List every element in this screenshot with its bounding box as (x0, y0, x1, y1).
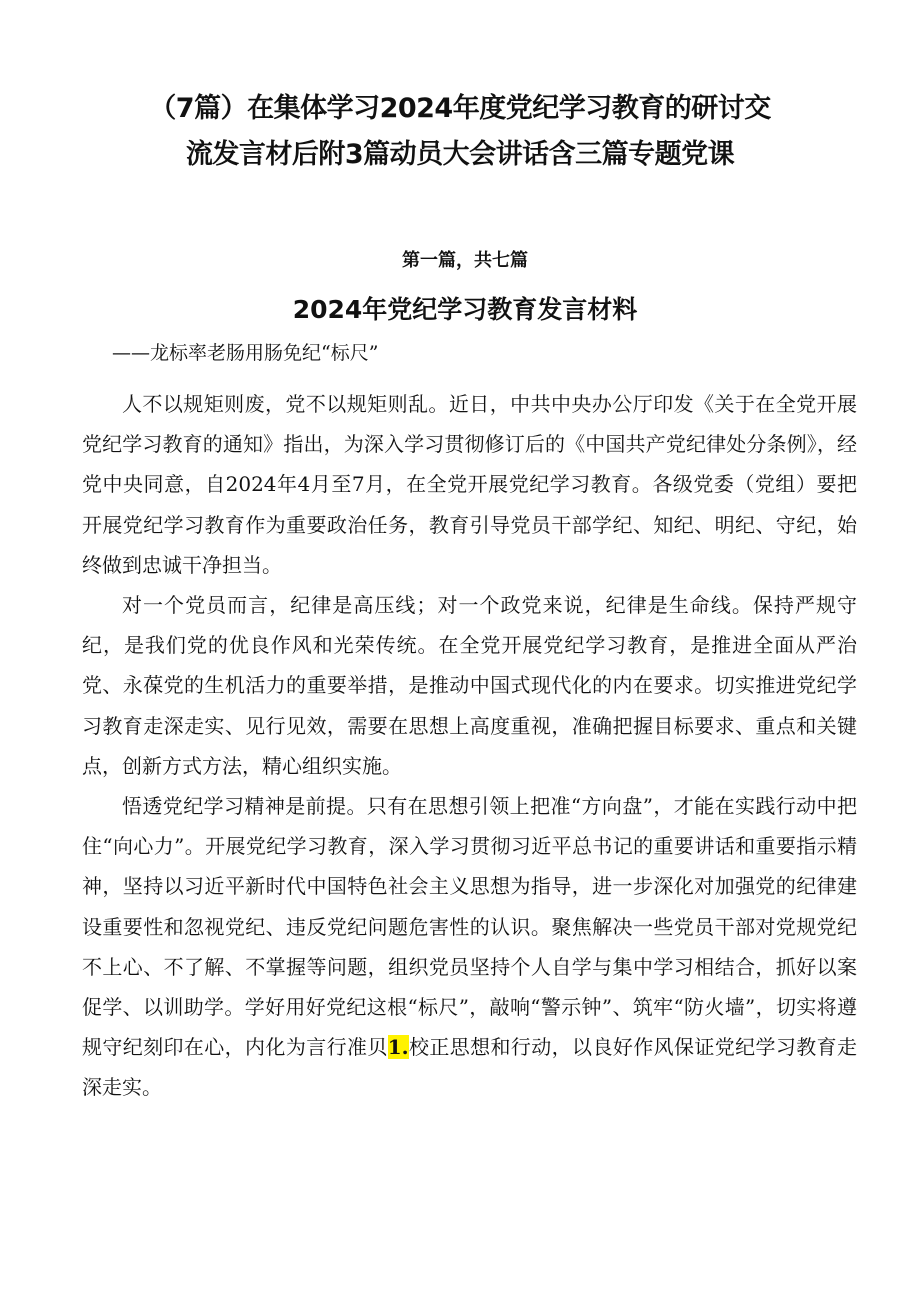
document-title-line-2: 流发言材后附3篇动员大会讲话含三篇专题党课 (185, 139, 735, 170)
article-title: 2024年党纪学习教育发言材料 (292, 295, 638, 324)
highlighted-marker: 1. (387, 1035, 409, 1060)
article-subtitle: ——龙标率老肠用肠免纪“标尺” (112, 342, 379, 364)
article-body (82, 384, 857, 1108)
body-paragraph-3-text: 悟透党纪学习精神是前提。只有在思想引领上把准“方向盘”，才能在实践行动中把住“向心力”。开展党纪学习教育，深入学习贯彻习近平总书记的重要讲话和重要指示精神，坚持以习近平新时代中国特色社会主义思想为指导，进一步深化对加强党的纪律建设重要性和忽视党纪、违反党纪问题危害性的认识。聚焦解决一些党员干部对党规党纪不上心、不了解、不掌握等问题，组织党员坚持个人自学与集中学习相结合，抓好以案促学、以训助学。学好用好党纪这根“标尺”，敲响“警示钟”、筑牢“防火墙”，切实将遵规守纪刻印在心，内化为言行准贝 (82, 794, 857, 1060)
body-paragraph-3 (82, 786, 857, 1108)
body-paragraph-1: 人不以规矩则废，党不以规矩则乱。近日，中共中央办公厅印发《关于在全党开展党纪学习教育的通知》指出，为深入学习贯彻修订后的《中国共产党纪律处分条例》，经党中央同意，自2024年4月至7月，在全党开展党纪学习教育。各级党委（党组）要把开展党纪学习教育作为重要政治任务，教育引导党员干部学纪、知纪、明纪、守纪，始终做到忠诚干净担当。 (82, 392, 857, 577)
body-paragraph-3-tail: 校正思想和行动，以良好作风保证党纪学习教育走深走实。 (82, 1035, 858, 1100)
body-paragraph-2: 对一个党员而言，纪律是高压线；对一个政党来说，纪律是生命线。保持严规守纪，是我们党的优良作风和光荣传统。在全党开展党纪学习教育，是推进全面从严治党、永葆党的生机活力的重要举措，是推动中国式现代化的内在要求。切实推进党纪学习教育走深走实、见行见效，需要在思想上高度重视，准确把握目标要求、重点和关键点，创新方式方法，精心组织实施。 (82, 593, 857, 778)
document-title (60, 86, 860, 178)
document-title-line-1: （7篇）在集体学习2024年度党纪学习教育的研讨交 (149, 93, 771, 124)
section-label: 第一篇，共七篇 (402, 250, 528, 271)
